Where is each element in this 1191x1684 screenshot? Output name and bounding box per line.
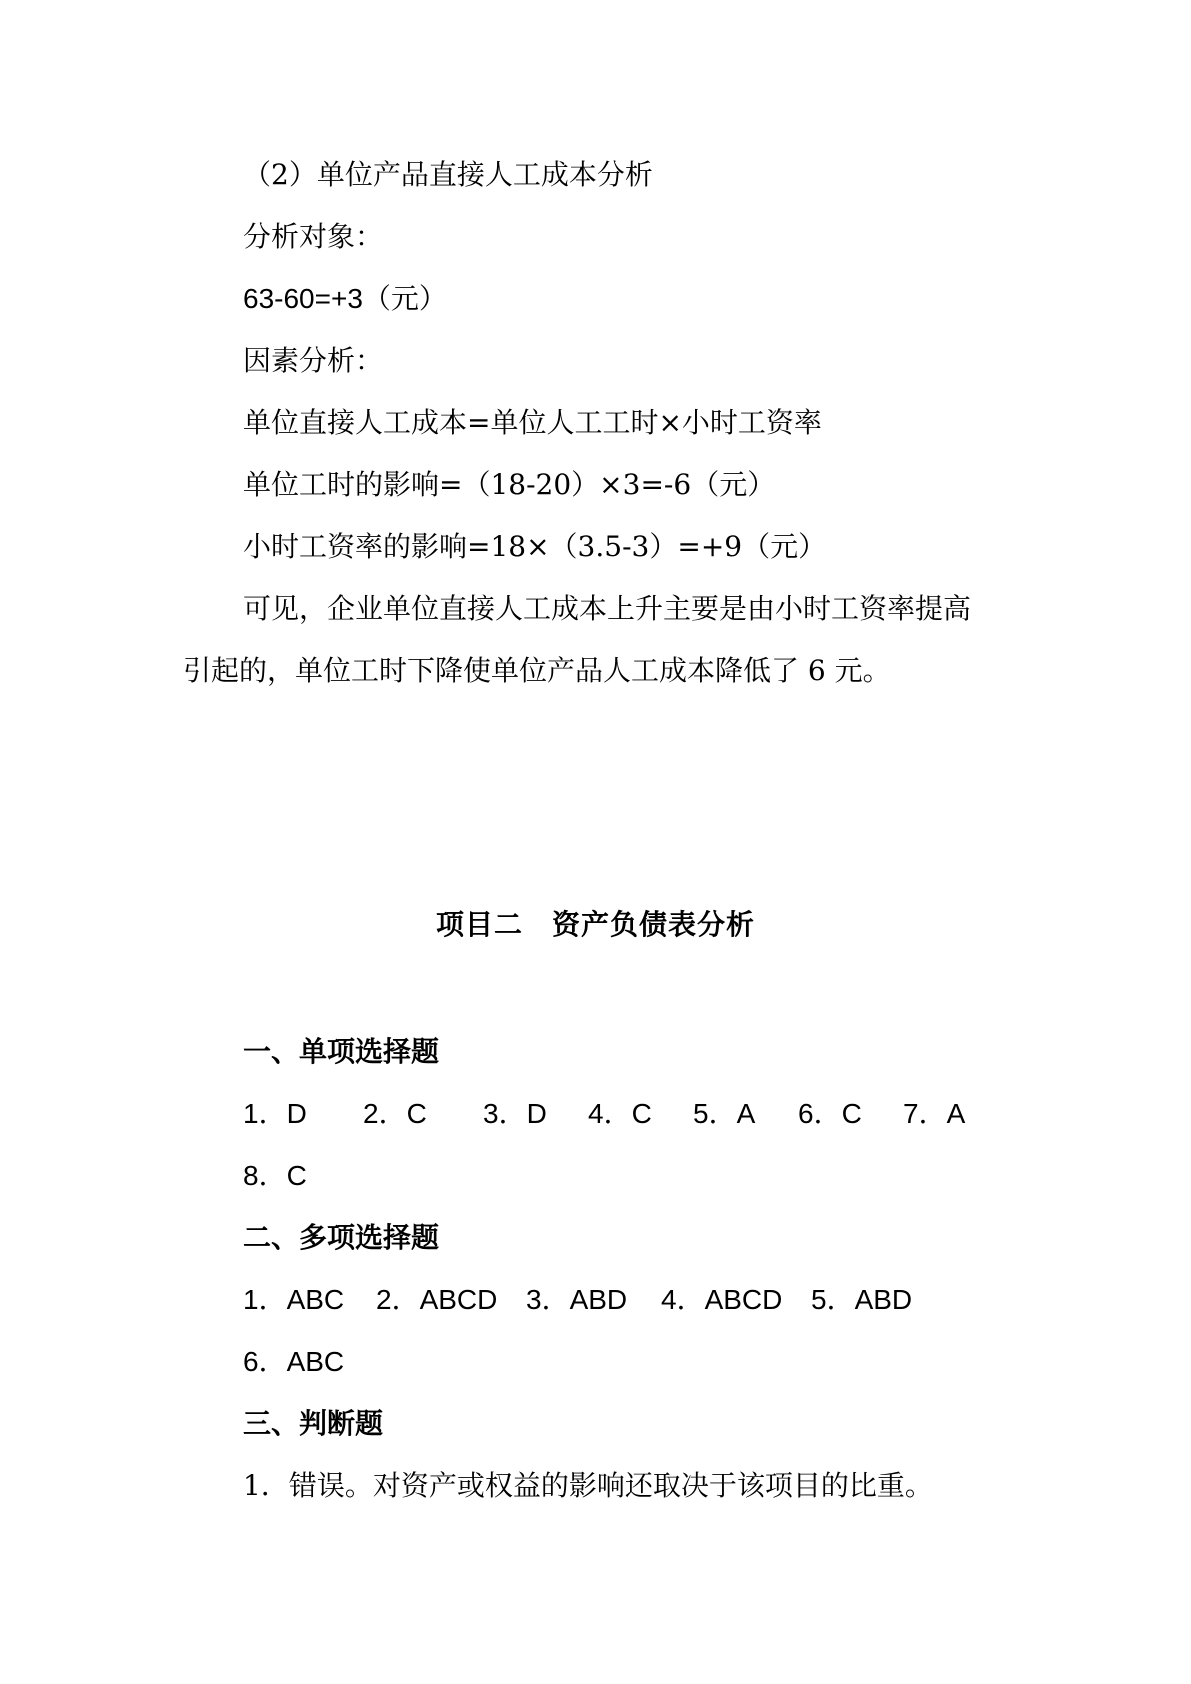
- multiple-choice-row-2: [243, 1342, 344, 1382]
- true-false-item-1: 1．错误。对资产或权益的影响还取决于该项目的比重。: [243, 1469, 933, 1502]
- single-choice-row-1: [243, 1094, 965, 1134]
- conclusion-line-1: 可见，企业单位直接人工成本上升主要是由小时工资率提高: [243, 592, 972, 625]
- labor-cost-formula: 单位直接人工成本=单位人工工时×小时工资率: [243, 406, 822, 439]
- answer-item: 8．C: [243, 1160, 307, 1191]
- conclusion-line-2: 引起的，单位工时下降使单位产品人工成本降低了 6 元。: [183, 654, 891, 687]
- answer-item: 2．C: [363, 1098, 427, 1129]
- answer-item: 5．ABD: [811, 1284, 913, 1315]
- answer-item: 2．ABCD: [376, 1284, 498, 1315]
- labor-section-heading: （2）单位产品直接人工成本分析: [243, 158, 653, 191]
- multiple-choice-heading: 二、多项选择题: [243, 1221, 440, 1254]
- answer-item: 6．C: [798, 1098, 862, 1129]
- rate-effect-line: 小时工资率的影响=18×（3.5-3）=+9（元）: [243, 530, 827, 563]
- factor-analysis-label: 因素分析：: [243, 344, 384, 377]
- true-false-heading: 三、判断题: [243, 1407, 384, 1440]
- answer-item: 4．C: [588, 1098, 652, 1129]
- answer-item: 1．D: [243, 1098, 307, 1129]
- answer-item: 3．D: [483, 1098, 547, 1129]
- single-choice-row-2: [243, 1156, 307, 1196]
- analysis-object-label: 分析对象：: [243, 220, 384, 253]
- hours-effect-line: 单位工时的影响=（18-20）×3=-6（元）: [243, 468, 776, 501]
- project-title: 项目二 资产负债表分析: [435, 908, 755, 941]
- multiple-choice-row-1: [243, 1280, 912, 1320]
- single-choice-heading: 一、单项选择题: [243, 1035, 440, 1068]
- answer-item: 7．A: [903, 1098, 966, 1129]
- answer-item: 4．ABCD: [661, 1284, 783, 1315]
- answer-item: 1．ABC: [243, 1284, 345, 1315]
- answer-item: 5．A: [693, 1098, 756, 1129]
- answer-item: 6．ABC: [243, 1346, 345, 1377]
- answer-item: 3．ABD: [526, 1284, 628, 1315]
- analysis-object-value: 63-60=+3（元）: [243, 283, 447, 314]
